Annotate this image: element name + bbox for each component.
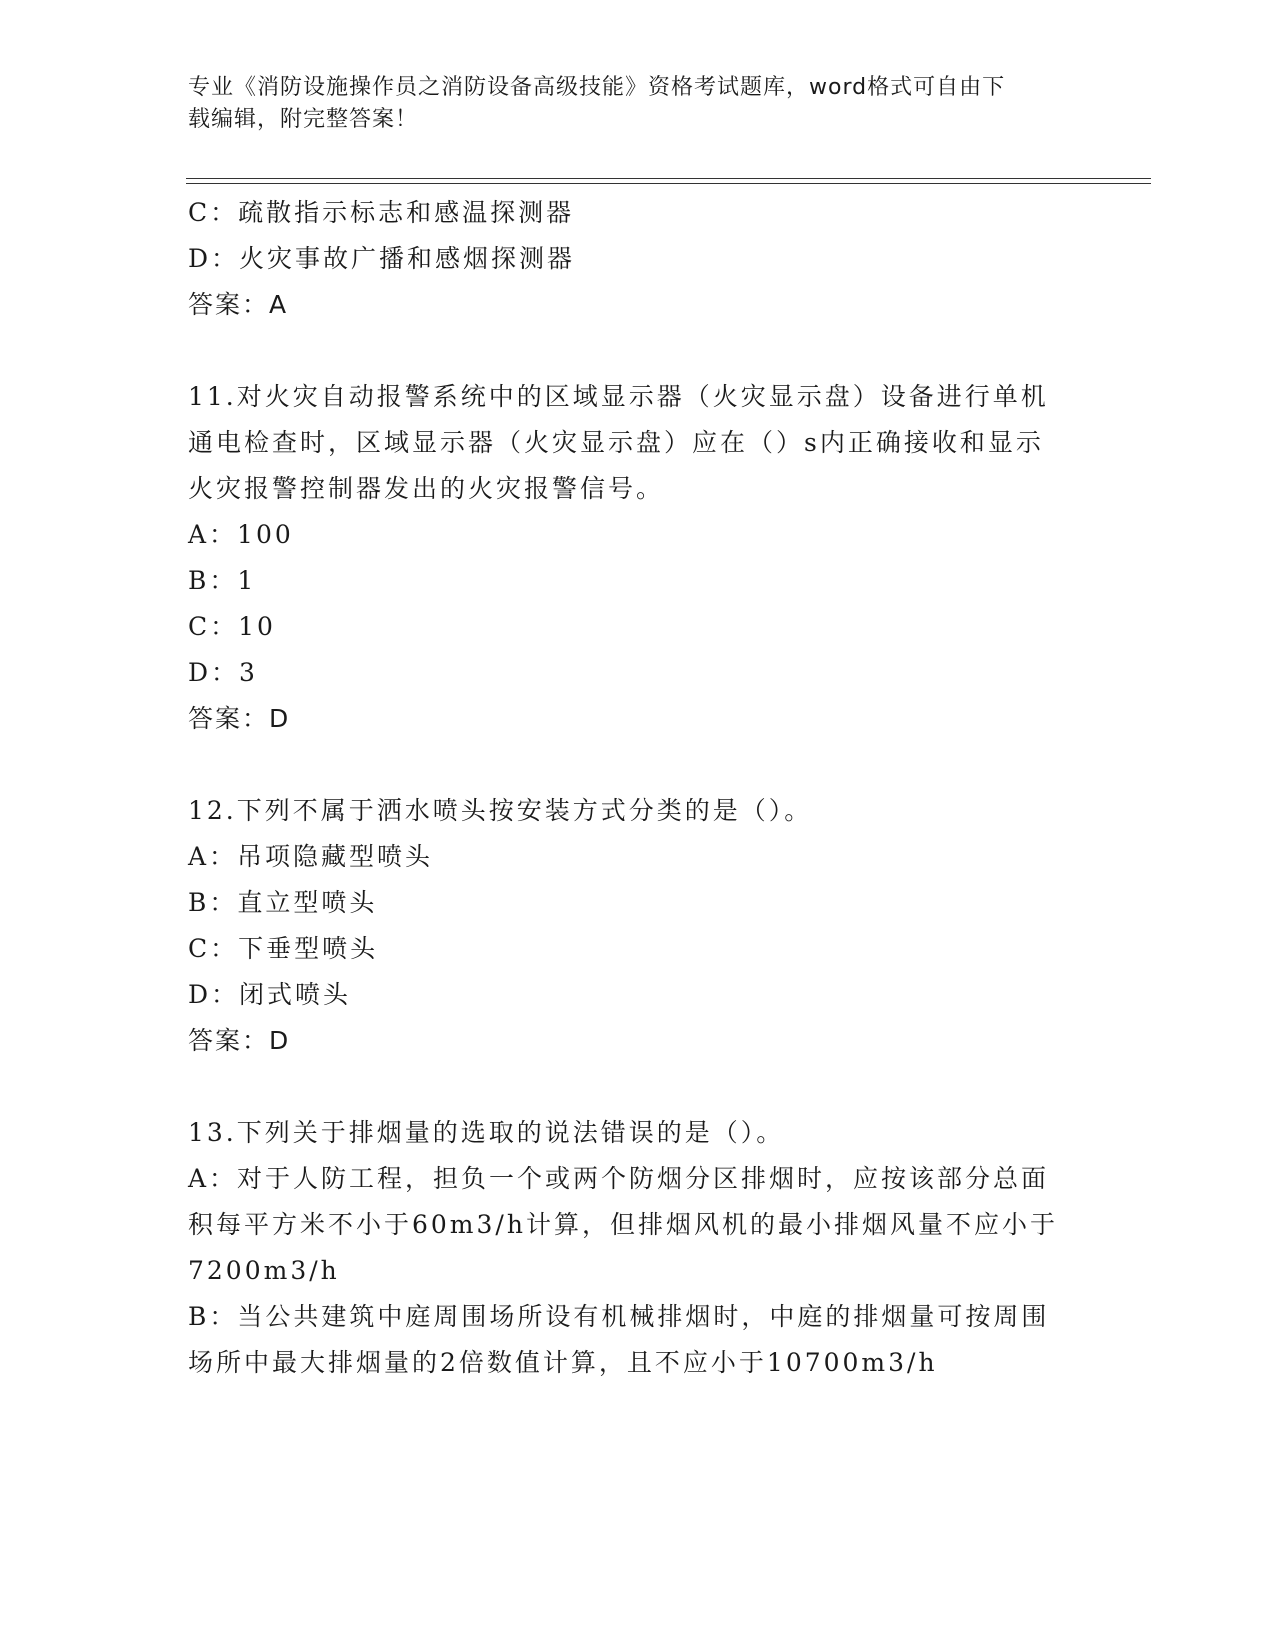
- option-b: B：当公共建筑中庭周围场所设有机械排烟时，中庭的排烟量可按周围: [188, 1302, 1050, 1331]
- option-a-continued: 积每平方米不小于60m3/h计算，但排烟风机的最小排烟风量不应小于: [188, 1210, 1058, 1239]
- question-stem: 11.对火灾自动报警系统中的区域显示器（火灾显示盘）设备进行单机: [188, 382, 1049, 411]
- option-c: C：10: [188, 612, 276, 641]
- option-a-continued: 7200m3/h: [188, 1256, 340, 1285]
- question-stem: 13.下列关于排烟量的选取的说法错误的是（）。: [188, 1118, 785, 1147]
- question-11: [188, 374, 1078, 742]
- question-stem: 火灾报警控制器发出的火灾报警信号。: [188, 474, 665, 503]
- header-line-2: 载编辑，附完整答案！: [188, 107, 419, 132]
- option-b: B：直立型喷头: [188, 888, 378, 917]
- option-d: D：3: [188, 658, 258, 687]
- option-d: D：闭式喷头: [188, 980, 352, 1009]
- answer-line: 答案：D: [188, 1026, 291, 1055]
- spacer: [188, 1064, 1078, 1110]
- option-a: A：对于人防工程，担负一个或两个防烟分区排烟时，应按该部分总面: [188, 1164, 1050, 1193]
- option-a: A：吊项隐藏型喷头: [188, 842, 434, 871]
- question-12: [188, 788, 1078, 1064]
- option-c: C：疏散指示标志和感温探测器: [188, 198, 575, 227]
- option-d: D：火灾事故广播和感烟探测器: [188, 244, 576, 273]
- prev-question-tail: [188, 190, 1078, 328]
- question-stem: 通电检查时，区域显示器（火灾显示盘）应在（）s内正确接收和显示: [188, 428, 1044, 457]
- option-c: C：下垂型喷头: [188, 934, 379, 963]
- option-b: B：1: [188, 566, 257, 595]
- question-stem: 12.下列不属于洒水喷头按安装方式分类的是（）。: [188, 796, 813, 825]
- option-b-continued: 场所中最大排烟量的2倍数值计算，且不应小于10700m3/h: [188, 1348, 938, 1377]
- answer-line: 答案：A: [188, 290, 289, 319]
- question-content: [188, 190, 1078, 1386]
- header-divider-bottom: [186, 183, 1151, 184]
- answer-line: 答案：D: [188, 704, 291, 733]
- document-header: [188, 72, 1088, 136]
- header-divider-top: [186, 178, 1151, 179]
- option-a: A：100: [188, 520, 294, 549]
- spacer: [188, 742, 1078, 788]
- spacer: [188, 328, 1078, 374]
- question-13: [188, 1110, 1078, 1386]
- header-line-1: 专业《消防设施操作员之消防设备高级技能》资格考试题库，word格式可自由下: [188, 75, 1006, 100]
